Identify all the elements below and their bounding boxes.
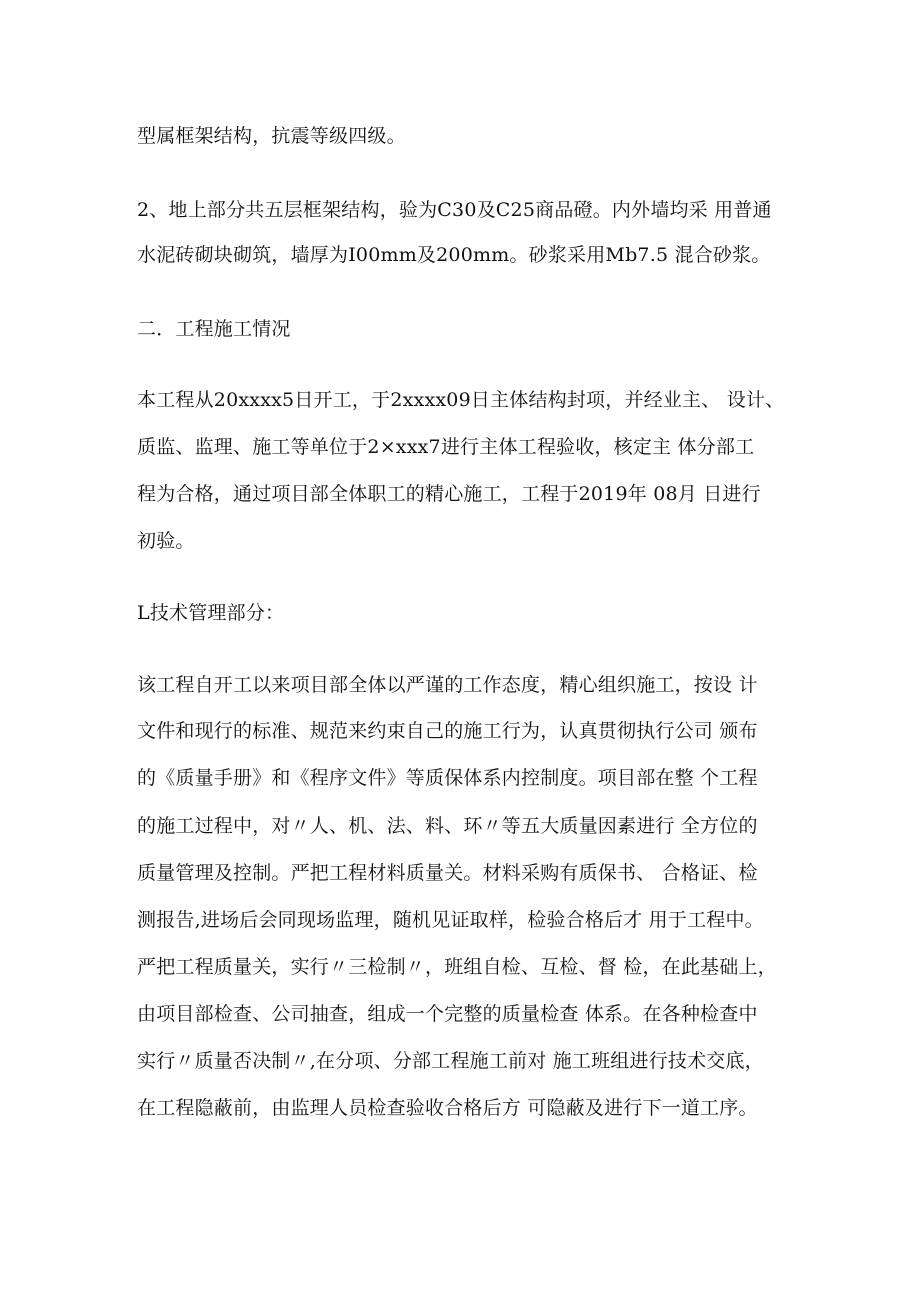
para-technical-line-4: 的施工过程中，对〃人、机、法、料、环〃等五大质量因素进行 全方位的 [137, 815, 758, 837]
para-construction-line-1: 本工程从20xxxx5日开工，于2xxxx09日主体结构封项，并经业主、 设计、 [137, 389, 785, 411]
para-construction-line-3: 程为合格，通过项目部全体职工的精心施工，工程于2019年 08月 日进行 [137, 483, 761, 505]
para-technical-line-10: 在工程隐蔽前，由监理人员检查验收合格后方 可隐蔽及进行下一道工序。 [137, 1097, 758, 1119]
para-technical-line-8: 由项目部检查、公司抽查，组成一个完整的质量检查 体系。在各种检查中 [137, 1003, 758, 1025]
para-construction-line-2: 质监、监理、施工等单位于2×xxx7进行主体工程验收，核定主 体分部工 [137, 436, 755, 458]
heading-technical: L技术管理部分： [137, 602, 285, 624]
para-construction-line-4: 初验。 [137, 530, 195, 552]
heading-construction: 二．工程施工情况 [137, 318, 291, 340]
para-technical-line-6: 测报告,进场后会同现场监理，随机见证取样，检验合格后才 用于工程中。 [137, 909, 764, 931]
para-intro-tail-line-1: 型属框架结构，抗震等级四级。 [137, 125, 406, 147]
para-technical-line-9: 实行〃质量否决制〃,在分项、分部工程施工前对 施工班组进行技术交底， [137, 1050, 764, 1072]
para-item2-line-1: 2、地上部分共五层框架结构，验为C30及C25商品磴。内外墙均采 用普通 [137, 199, 772, 221]
para-technical-line-3: 的《质量手册》和《程序文件》等质保体系内控制度。项目部在整 个工程 [137, 767, 758, 789]
para-technical-line-5: 质量管理及控制。严把工程材料质量关。材料采购有质保书、 合格证、检 [137, 862, 758, 884]
para-technical-line-1: 该工程自开工以来项目部全体以严谨的工作态度，精心组织施工，按设 计 [137, 674, 758, 696]
para-technical-line-7: 严把工程质量关，实行〃三检制〃，班组自检、互检、督 检，在此基础上， [137, 956, 777, 978]
para-technical-line-2: 文件和现行的标准、规范来约束自己的施工行为，认真贯彻执行公司 颁布 [137, 720, 758, 742]
para-item2-line-2: 水泥砖砌块砌筑，墙厚为I00mm及200mm。砂浆采用Mb7.5 混合砂浆。 [137, 244, 771, 266]
